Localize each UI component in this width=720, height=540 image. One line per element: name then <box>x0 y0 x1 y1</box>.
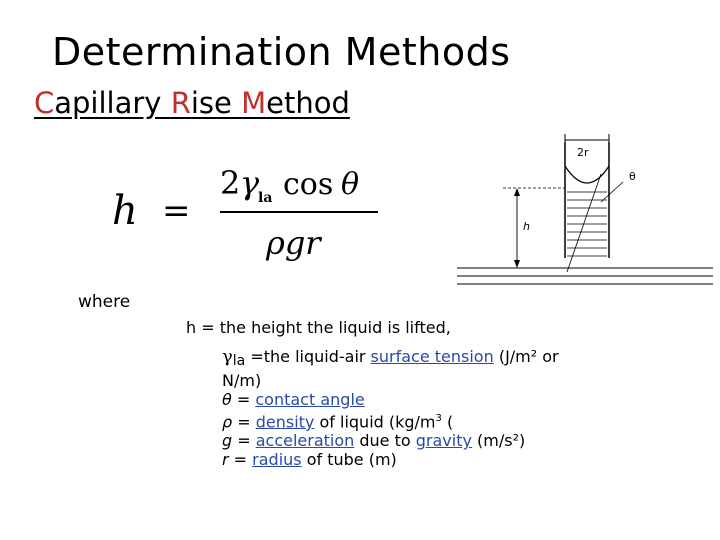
def-h-text: = the height the liquid is lifted, <box>196 318 451 337</box>
def-rho-eq: = <box>232 412 256 432</box>
acceleration-link[interactable]: acceleration <box>255 431 355 451</box>
reservoir-surface <box>457 268 713 284</box>
gravity-link[interactable]: gravity <box>415 431 472 451</box>
subtitle-part: apillary <box>54 86 171 120</box>
def-g-post: (m/s²) <box>471 431 526 451</box>
page-title: Determination Methods <box>52 30 511 74</box>
def-gamma-sub: la <box>232 353 246 369</box>
def-gamma-post: (J/m² or <box>493 347 559 366</box>
density-link[interactable]: density <box>255 412 315 432</box>
def-gamma <box>186 347 559 371</box>
contact-angle-link[interactable]: contact angle <box>255 390 365 409</box>
def-rho-sup: 3 <box>435 413 442 424</box>
label-theta: θ <box>629 170 636 183</box>
height-arrow-top <box>514 188 520 196</box>
label-2r: 2r <box>577 146 589 159</box>
def-h <box>186 318 559 337</box>
def-gamma-pre: =the liquid-air <box>245 347 371 366</box>
radius-link[interactable]: radius <box>252 450 302 470</box>
formula-equals: = <box>162 191 191 231</box>
def-theta-eq: = <box>231 390 256 409</box>
def-g <box>186 431 559 450</box>
formula-numerator-2: 2 <box>220 164 241 202</box>
formula-lhs: h <box>112 188 138 234</box>
def-g-mid: due to <box>354 431 416 451</box>
subtitle <box>34 86 350 120</box>
capillary-tube-diagram <box>455 130 715 290</box>
def-gamma-cont: N/m) <box>222 371 262 390</box>
def-g-symbol: g <box>222 431 233 451</box>
def-theta <box>186 390 559 409</box>
subtitle-initial-c: C <box>34 86 55 120</box>
def-h-symbol: h <box>186 318 197 337</box>
def-rho-post: of liquid (kg/m <box>314 412 436 432</box>
def-r-symbol: r <box>222 450 229 470</box>
formula-cos: cos <box>283 167 334 202</box>
subtitle-initial-r: R <box>170 86 191 120</box>
def-rho-symbol: ρ <box>222 412 233 432</box>
label-h: h <box>523 220 530 233</box>
def-rho <box>186 409 559 431</box>
def-theta-symbol: θ <box>222 390 232 409</box>
formula-denominator: ρgr <box>266 224 321 262</box>
subtitle-part: ise <box>190 86 242 120</box>
capillary-formula <box>108 160 398 270</box>
formula-theta: θ <box>341 167 360 202</box>
def-r-eq: = <box>228 450 253 470</box>
def-g-eq: = <box>232 431 256 451</box>
subtitle-part: ethod <box>266 86 350 120</box>
contact-angle-tangent <box>567 174 601 272</box>
formula-gamma: γ <box>240 164 260 202</box>
formula-gamma-sub: la <box>258 190 273 206</box>
subtitle-initial-m: M <box>241 86 267 120</box>
height-arrow-bottom <box>514 260 520 268</box>
def-gamma-symbol: γ <box>222 346 233 367</box>
def-rho-post2: ( <box>441 412 454 432</box>
variable-definitions <box>186 318 559 469</box>
where-label: where <box>78 292 131 312</box>
def-r <box>186 450 559 469</box>
surface-tension-link[interactable]: surface tension <box>370 347 494 366</box>
meniscus <box>565 166 609 183</box>
def-r-post: of tube (m) <box>301 450 397 470</box>
